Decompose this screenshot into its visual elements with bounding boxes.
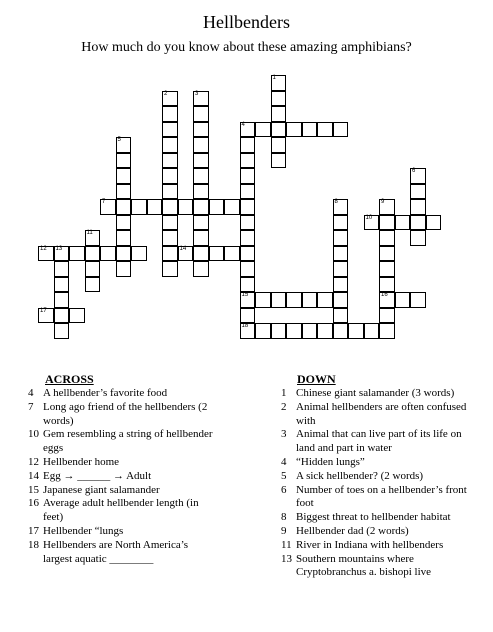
- crossword-cell[interactable]: [379, 308, 395, 324]
- crossword-cell[interactable]: [410, 184, 426, 200]
- crossword-cell[interactable]: [410, 230, 426, 246]
- down-clue-2: [281, 401, 476, 429]
- crossword-cell[interactable]: [162, 91, 178, 107]
- crossword-cell[interactable]: [69, 246, 85, 262]
- crossword-cell[interactable]: [162, 199, 178, 215]
- crossword-cell[interactable]: [54, 261, 70, 277]
- clue-text: Southern mountains where Cryptobranchus a. bishopi live: [296, 552, 432, 579]
- crossword-cell[interactable]: [271, 323, 287, 339]
- crossword-cell[interactable]: [240, 184, 256, 200]
- crossword-cell[interactable]: [116, 184, 132, 200]
- clue-text: Hellbender dad (2 words): [296, 524, 409, 537]
- crossword-cell[interactable]: [193, 122, 209, 138]
- crossword-cell[interactable]: [333, 230, 349, 246]
- crossword-cell[interactable]: [379, 246, 395, 262]
- crossword-cell[interactable]: [333, 246, 349, 262]
- clue-number: 9: [281, 524, 287, 537]
- crossword-cell[interactable]: [85, 261, 101, 277]
- crossword-cell[interactable]: [209, 199, 225, 215]
- crossword-cell[interactable]: [193, 215, 209, 231]
- across-clue-12: [28, 456, 218, 470]
- crossword-cell[interactable]: [240, 137, 256, 153]
- crossword-cell[interactable]: [333, 292, 349, 308]
- across-clue-17: [28, 525, 218, 539]
- crossword-cell[interactable]: [410, 199, 426, 215]
- crossword-cell[interactable]: [271, 137, 287, 153]
- clue-number: 12: [40, 245, 47, 252]
- clue-number: 13: [281, 552, 292, 565]
- clue-number: 13: [55, 245, 63, 252]
- crossword-cell[interactable]: [131, 246, 147, 262]
- crossword-cell[interactable]: [255, 323, 271, 339]
- clue-number: 15: [241, 292, 249, 298]
- clue-text: Japanese giant salamander: [43, 483, 160, 496]
- clue-number: 14: [28, 469, 39, 482]
- crossword-cell[interactable]: [395, 292, 411, 308]
- clue-number: 16: [28, 497, 39, 510]
- clue-number: 10: [28, 428, 39, 441]
- crossword-cell[interactable]: [131, 199, 147, 215]
- clue-number: 3: [195, 90, 199, 97]
- crossword-cell[interactable]: [333, 308, 349, 324]
- down-clue-9: [281, 525, 476, 539]
- crossword-cell[interactable]: [333, 215, 349, 231]
- crossword-cell[interactable]: [240, 292, 256, 308]
- crossword-cell[interactable]: [193, 230, 209, 246]
- clue-text: Hellbender home: [43, 455, 120, 468]
- clue-text: Animal hellbenders are often confused with: [296, 400, 467, 427]
- clue-number: 6: [281, 483, 287, 496]
- crossword-cell[interactable]: [333, 323, 349, 339]
- crossword-cell[interactable]: [348, 323, 364, 339]
- crossword-cell[interactable]: [193, 246, 209, 262]
- clue-number: 6: [412, 168, 416, 174]
- crossword-cell[interactable]: [116, 137, 132, 153]
- crossword-cell[interactable]: [395, 215, 411, 231]
- crossword-cell[interactable]: [317, 122, 333, 138]
- clue-number: 10: [365, 214, 373, 221]
- crossword-cell[interactable]: [178, 246, 194, 262]
- clue-text: Animal that can live part of its life on land and part in water: [296, 428, 462, 455]
- clue-text: A sick hellbender? (2 words): [296, 469, 424, 482]
- clue-number: 3: [281, 428, 287, 441]
- clue-number: 4: [28, 387, 34, 399]
- across-heading: ACROSS: [45, 372, 94, 386]
- clue-number: 5: [281, 469, 287, 482]
- crossword-cell[interactable]: [38, 246, 54, 262]
- clue-number: 17: [28, 524, 39, 537]
- crossword-cell[interactable]: [224, 246, 240, 262]
- crossword-cell[interactable]: [240, 215, 256, 231]
- clue-number: 17: [40, 307, 47, 314]
- crossword-cell[interactable]: [271, 153, 287, 169]
- crossword-cell[interactable]: [85, 246, 101, 262]
- crossword-cell[interactable]: [85, 230, 101, 246]
- puzzle-title: Hellbenders: [203, 12, 290, 32]
- crossword-cell[interactable]: [333, 277, 349, 293]
- crossword-cell[interactable]: [193, 261, 209, 277]
- clue-number: 8: [281, 511, 287, 524]
- clue-text: Hellbenders are North America’s largest aquatic ________: [43, 538, 189, 565]
- crossword-cell[interactable]: [54, 277, 70, 293]
- crossword-cell[interactable]: [162, 261, 178, 277]
- clue-number: 14: [179, 245, 187, 252]
- crossword-cell[interactable]: [240, 168, 256, 184]
- crossword-cell[interactable]: [193, 153, 209, 169]
- crossword-cell[interactable]: [116, 153, 132, 169]
- clue-number: 18: [28, 538, 39, 551]
- clue-number: 9: [381, 199, 385, 205]
- crossword-cell[interactable]: [224, 199, 240, 215]
- crossword-cell[interactable]: [255, 292, 271, 308]
- clue-number: 15: [28, 483, 39, 496]
- clue-number: 12: [28, 455, 39, 468]
- crossword-cell[interactable]: [100, 246, 116, 262]
- crossword-cell[interactable]: [240, 122, 256, 138]
- crossword-cell[interactable]: [38, 308, 54, 324]
- clue-text: A hellbender’s favorite food: [43, 387, 168, 399]
- clue-text: Egg → ______ → Adult: [43, 469, 152, 482]
- crossword-cell[interactable]: [178, 199, 194, 215]
- crossword-cell[interactable]: [162, 230, 178, 246]
- down-clue-11: [281, 539, 476, 553]
- crossword-cell[interactable]: [333, 199, 349, 215]
- crossword-cell[interactable]: [302, 122, 318, 138]
- clue-number: 7: [102, 199, 106, 205]
- crossword-cell[interactable]: [162, 184, 178, 200]
- crossword-cell[interactable]: [271, 122, 287, 138]
- crossword-cell[interactable]: [85, 277, 101, 293]
- crossword-cell[interactable]: [410, 215, 426, 231]
- clue-number: 11: [86, 230, 93, 236]
- across-clue-14: [28, 470, 218, 484]
- crossword-cell[interactable]: [364, 323, 380, 339]
- down-heading: DOWN: [297, 372, 336, 386]
- crossword-cell[interactable]: [379, 323, 395, 339]
- crossword-cell[interactable]: [426, 215, 442, 231]
- crossword-cell[interactable]: [100, 199, 116, 215]
- crossword-cell[interactable]: [255, 122, 271, 138]
- down-clue-3: [281, 428, 476, 456]
- crossword-cell[interactable]: [69, 308, 85, 324]
- clue-number: 4: [281, 455, 287, 468]
- crossword-cell[interactable]: [116, 168, 132, 184]
- crossword-cell[interactable]: [286, 323, 302, 339]
- crossword-cell[interactable]: [162, 153, 178, 169]
- clue-text: Long ago friend of the hellbenders (2 words): [43, 400, 208, 427]
- clue-number: 2: [164, 90, 168, 97]
- clue-number: 1: [281, 387, 287, 399]
- across-clue-18: [28, 539, 218, 567]
- down-clue-13: [281, 553, 476, 581]
- clue-number: 8: [334, 199, 338, 205]
- down-clue-8: [281, 511, 476, 525]
- crossword-cell[interactable]: [240, 246, 256, 262]
- crossword-cell[interactable]: [240, 199, 256, 215]
- crossword-cell[interactable]: [193, 199, 209, 215]
- crossword-cell[interactable]: [162, 168, 178, 184]
- crossword-cell[interactable]: [162, 246, 178, 262]
- crossword-cell[interactable]: [379, 230, 395, 246]
- crossword-cell[interactable]: [116, 261, 132, 277]
- clue-text: Average adult hellbender length (in feet): [43, 497, 199, 524]
- crossword-cell[interactable]: [240, 230, 256, 246]
- crossword-cell[interactable]: [162, 106, 178, 122]
- clue-text: Biggest threat to hellbender habitat: [296, 511, 451, 524]
- clue-number: 5: [117, 137, 121, 143]
- crossword-cell[interactable]: [271, 75, 287, 91]
- crossword-cell[interactable]: [162, 122, 178, 138]
- puzzle-subtitle: How much do you know about these amazing amphibians?: [81, 40, 412, 55]
- clue-number: 1: [272, 75, 276, 81]
- crossword-cell[interactable]: [286, 122, 302, 138]
- across-clue-10: [28, 428, 218, 456]
- clue-number: 11: [281, 538, 292, 551]
- crossword-cell[interactable]: [271, 106, 287, 122]
- down-clue-5: [281, 470, 476, 484]
- clue-text: River in Indiana with hellbenders: [296, 538, 444, 551]
- clue-text: Number of toes on a hellbender’s front foot: [296, 483, 467, 510]
- clue-number: 18: [241, 323, 249, 329]
- crossword-cell[interactable]: [333, 261, 349, 277]
- crossword-cell[interactable]: [302, 292, 318, 308]
- crossword-cell[interactable]: [240, 277, 256, 293]
- crossword-cell[interactable]: [317, 292, 333, 308]
- crossword-cell[interactable]: [209, 246, 225, 262]
- across-clue-4: [28, 387, 218, 401]
- down-clue-1: [281, 387, 476, 401]
- across-clue-7: [28, 401, 218, 429]
- across-clue-16: [28, 497, 218, 525]
- crossword-cell[interactable]: [379, 261, 395, 277]
- crossword-cell[interactable]: [116, 246, 132, 262]
- down-clue-list: [281, 387, 476, 580]
- crossword-cell[interactable]: [162, 137, 178, 153]
- crossword-cell[interactable]: [240, 261, 256, 277]
- clue-number: 7: [28, 400, 34, 413]
- crossword-cell[interactable]: [364, 215, 380, 231]
- crossword-cell[interactable]: [54, 292, 70, 308]
- crossword-cell[interactable]: [271, 91, 287, 107]
- clue-number: 4: [241, 121, 245, 128]
- crossword-cell[interactable]: [116, 215, 132, 231]
- crossword-cell[interactable]: [193, 168, 209, 184]
- crossword-cell[interactable]: [333, 122, 349, 138]
- crossword-cell[interactable]: [54, 246, 70, 262]
- crossword-cell[interactable]: [410, 168, 426, 184]
- crossword-cell[interactable]: [116, 199, 132, 215]
- crossword-cell[interactable]: [379, 292, 395, 308]
- crossword-cell[interactable]: [379, 277, 395, 293]
- clue-text: Chinese giant salamander (3 words): [296, 387, 455, 399]
- crossword-cell[interactable]: [379, 199, 395, 215]
- crossword-cell[interactable]: [302, 323, 318, 339]
- crossword-cell[interactable]: [271, 292, 287, 308]
- down-clue-4: [281, 456, 476, 470]
- crossword-cell[interactable]: [116, 230, 132, 246]
- down-clue-6: [281, 484, 476, 512]
- clue-number: 2: [281, 400, 287, 413]
- crossword-cell[interactable]: [193, 91, 209, 107]
- crossword-cell[interactable]: [54, 323, 70, 339]
- crossword-cell[interactable]: [240, 308, 256, 324]
- crossword-cell[interactable]: [240, 323, 256, 339]
- clue-number: 16: [381, 292, 388, 298]
- crossword-cell[interactable]: [410, 292, 426, 308]
- crossword-cell[interactable]: [162, 215, 178, 231]
- crossword-cell[interactable]: [286, 292, 302, 308]
- across-clue-list: [28, 387, 218, 566]
- crossword-cell[interactable]: [147, 199, 163, 215]
- clue-text: Gem resembling a string of hellbender eggs: [43, 428, 213, 455]
- clue-text: Hellbender “lungs: [43, 524, 124, 537]
- crossword-cell[interactable]: [193, 184, 209, 200]
- crossword-cell[interactable]: [193, 106, 209, 122]
- crossword-cell[interactable]: [54, 308, 70, 324]
- across-clue-15: [28, 484, 218, 498]
- crossword-cell[interactable]: [317, 323, 333, 339]
- crossword-cell[interactable]: [193, 137, 209, 153]
- crossword-cell[interactable]: [240, 153, 256, 169]
- crossword-cell[interactable]: [379, 215, 395, 231]
- clue-text: “Hidden lungs”: [296, 455, 365, 468]
